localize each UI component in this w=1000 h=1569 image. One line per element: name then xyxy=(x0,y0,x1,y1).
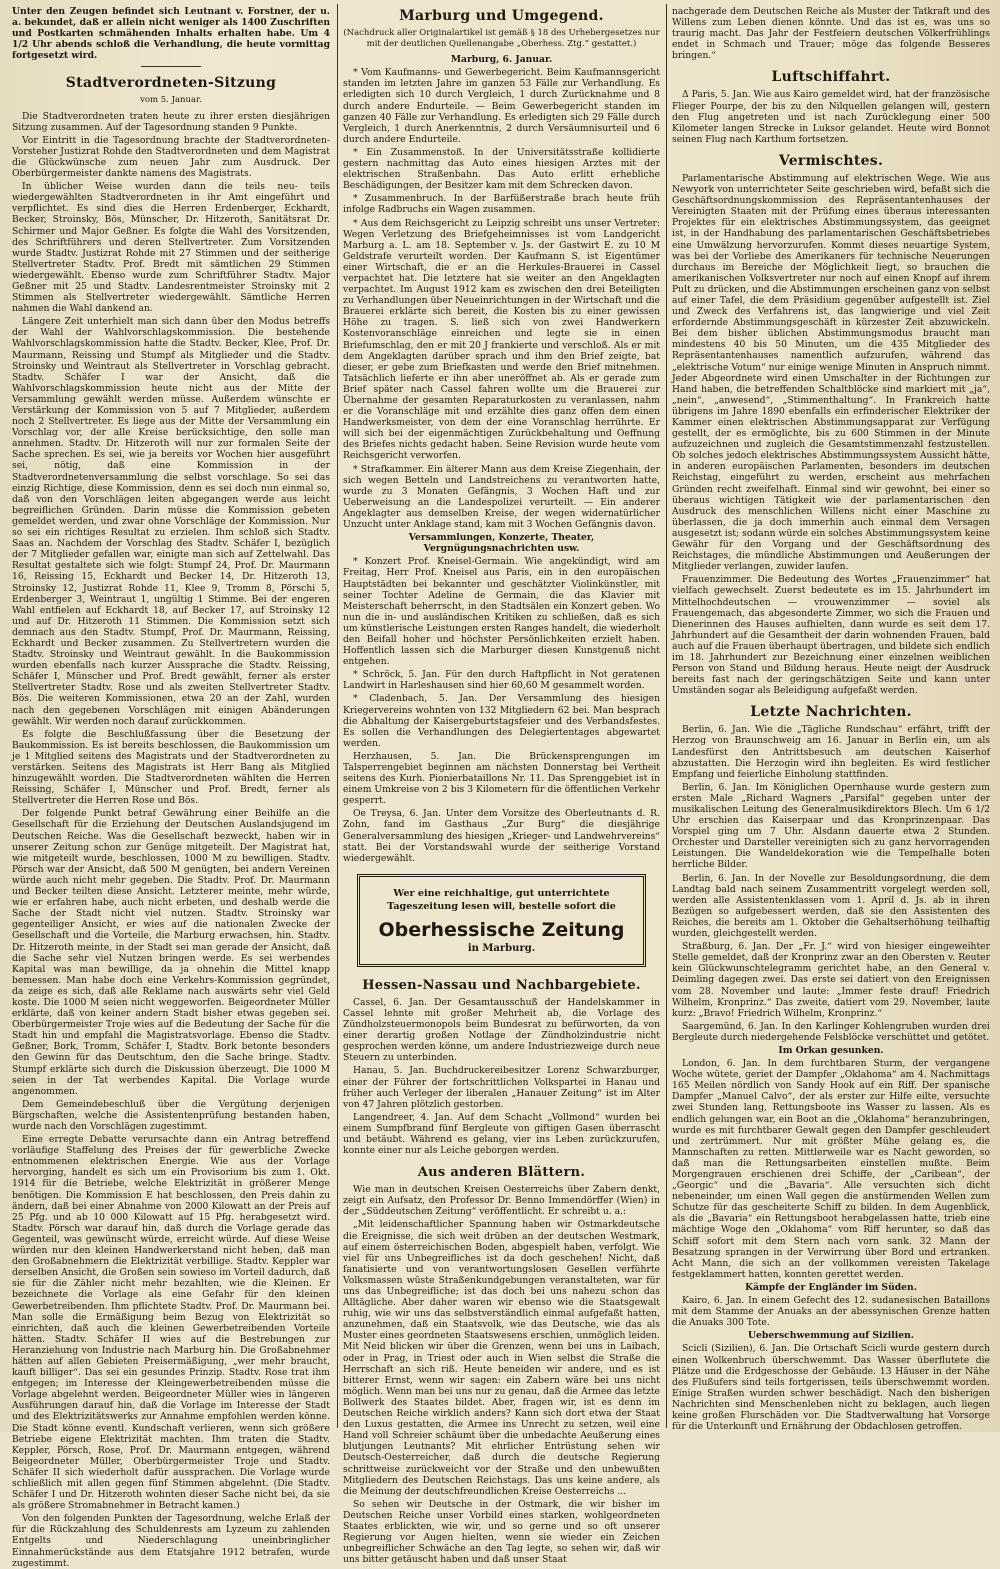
subheading-sizilien: Ueberschwemmung auf Sizilien. xyxy=(748,1330,914,1342)
news-item: Berlin, 6. Jan. Im Königlichen Opernhause wurde gestern zum ersten Male „Richard Wagners „Parsifal“ gegeben unter der musikalischen Leitung des Generalmusikdirektors Blech. Um 6 1/2 Uhr erschien das Kaiserpaar und das Kronprinzenpaar. Das Vorspiel ging um 7 Uhr. Alsdann dauerte etwa 2 Stunden. Orchester und Darsteller vereinigten sich zu ganz hervorragenden Leistungen. Die Wandeldekoration wie die Tempelhalle boten herrliche Bilder. xyxy=(672,781,990,871)
article-paragraph: „Mit leidenschaftlicher Spannung haben wir Ostmarkdeutsche die Ereignisse, die sich weit drüben an der deutschen Westmark, auf einem österreichischen Boden, abgespielt haben, verfolgt. Wie viel für uns Unbegreifliches ist da doch geschehen! Nicht, daß fanatisierte und von verantwortungslosen Gesellen verführte Volksmassen wüste Straßenkundgebungen veranstalteten, war für uns das Unbegreifliche; ist das doch bei uns nahezu schon das Alltägliche. Aber daher waren wir ebenso wie die Staatsgewalt ruhig, wie wir uns das selbstverständlich einmal aufgefaßt hatten, anzunehmen, daß ein Staatsvolk, wie das Deutsche, wie das als Muster eines geordneten Staatswesens erschien, unmöglich leiden. Mit Neid blicken wir über die Grenzen, wenn bei uns in Laibach, oder in Prag, in Triest oder auch in Wien selbst die Straße die Herrschaft an sich riß. Heute beneiden wir andere, und es ist bitterer Ernst, wenn wir sagen: ein Zabern wäre bei uns nicht möglich. Wenn man bei uns nur zu genau, daß die Armee das letzte Bollwerk des Staates bildet. Aber, fragen wir, ist es denn im Deutschen Reiche wirklich anders? Kann sich dort etwa der Staat den Luxus gestatten, die Armee ins Unrecht zu setzen, weil eine Hand voll Schreier schäumt über die unbedachte Aeußerung eines blutjungen Leutnants? Mit ehrlicher Entrüstung sehen wir Deutsch-Oesterreicher, daß durch die deutsche Regierung schrittweise zurückweicht vor der Straße und den unbewußten Mitgliedern des Deutschen Reichstags. Das uns keine andere, als die Meinung der deutschfreundlichen Kreise Oesterreichs ... xyxy=(343,1219,660,1497)
news-item: Δ Paris, 5. Jan. Wie aus Kairo gemeldet wird, hat der französische Flieger Pourpe, der bis zu den Nilquellen gelangen will, gestern den Flug angetreten und ist nach Zurücklegung einer 500 Kilometer langen Strecke in Luksor gelandet. Heute wird Bonnot seinen Flug nach Karthum fortsetzen. xyxy=(672,89,990,145)
news-item: * Vom Kaufmanns- und Gewerbegericht. Beim Kaufmannsgericht standen im letzten Jahre im ganzen 53 Fälle zur Verhandlung. Es erledigten sich 10 durch Vergleich, 1 durch Zurücknahme und 8 durch andere Endurteile. — Beim Gewerbegericht standen im ganzen 40 Fälle zur Verhandlung. Es erledigten sich 29 Fälle durch Vergleich, 1 durch Anerkenntnis, 2 durch Versäumnisurteil und 6 durch andere Endurteile. xyxy=(343,67,660,145)
news-item: * Konzert Prof. Kneisel-Germain. Wie angekündigt, wird am Freitag, Herr Prof. Kneisel aus Paris, ein in den europäischen Hauptstädten bei bekannter und geschätzter Violinkünstler, mit seiner Tochter Adeline de Germain, die das Klavier mit Meisterschaft beherrscht, in den Stadtsälen ein Konzert geben. Wo nun die in- und ausländischen Kritiken zu schließen, daß es sich um künstlerische Leistungen ersten Ranges handelt, die wiederholt den Beifall hoher und höchster Persönlichkeiten erzielt haben. Hoffentlich lassen sich die Marburger diesen Kunstgenuß nicht entgehen. xyxy=(343,556,660,668)
news-item: Herzhausen, 5. Jan. Die Brückensprengungen im Talsperrengebiet beginnen am nächsten Donnerstag bei Vertheit seitens des Kurh. Pionierbataillons Nr. 11. Das Sprenggebiet ist in einem Umkreise von 2 bis 3 Kilometern für die öffentlichen Verkehr gesperrt. xyxy=(343,750,660,807)
heading-letzte-nachrichten: Letzte Nachrichten. xyxy=(750,704,912,721)
news-item: * Strafkammer. Ein älterer Mann aus dem Kreise Ziegenhain, der sich wegen Betteln und Landstreichens zu verantworten hatte, wurde zu 3 Monaten Gefängnis, 3 Wochen Haft und zur Ueberweisung an die Landespolizei verurteilt. — Ein anderer Angeklagter aus demselben Kreise, der wegen widernatürlicher Unzucht unter Anklage stand, kam mit 3 Wochen Gefängnis davon. xyxy=(343,463,660,531)
section-divider xyxy=(141,66,201,67)
news-item: Saargemünd, 6. Jan. In den Karlinger Kohlengruben wurden drei Bergleute durch niedergehende Felsblöcke verschüttet und getötet. xyxy=(672,1020,990,1043)
column-3 xyxy=(672,6,990,1433)
article-paragraph: Längere Zeit unterhielt man sich dann über den Modus betreffs der Wahl der Wahlvorschlagskommission. Die bestehende Wahlvorschlagskommission hatte die Stadtv. Becker, Klee, Prof. Dr. Maurmann, Reissing und Stumpf als Mitglieder und die Stadtv. Stroinsky und Weintraut als Stellvertreter in Vorschlag gebracht. Stadtv. Schäfer I war der Ansicht, daß die Wahlvorschlagskommission heute nicht aus der Mitte der Versammlung gewählt werden müsse. Außerdem wünschte er Verstärkung der Kommission von 5 auf 7 Mitglieder, außerdem noch 2 Stellvertreter. Es liege aus der Mitte der Versammlung ein Vorschlag vor, der alle Kreise berücksichtige, den solle man annehmen. Stadtv. Dr. Hitzeroth will nur zur formalen Seite der Sache sprechen. Es sei, wie ja bereits vor Wochen hier ausgeführt sei, nötig, daß eine Kommission in der Stadtverordnetenversammlung die selbst vorschlage. So sei das einzig Richtige, diese Kommission, denn es sei doch nun einmal so, daß von den Vorschlägen leiten abgegangen werde aus leicht begreiflichen Gründen. Darin müsse die Kommission gebeten gemeldet werden, und zwar ohne Vorschläge der Kommission. Nur so sei ein richtiges Resultat zu erzielen. Ihm schloß sich Stadtv. Saas an. Nachdem der Vorschlag des Stadtv. Schäfer I, bezüglich der 7 Mitglieder gefallen war, einigte man sich auf Zettelwahl. Das Resultat gestaltete sich wie folgt: Stumpf 24, Prof. Dr. Maurmann 16, Reissing 15, Eckhardt und Becker 14, Dr. Hitzeroth 13, Stroinsky 12, Justizrat Rohde 11, Klee 9, Tromm 8, Pörschi 5, Erdenberger 3, Weintraut 1, ungültig 1 Stimme. Bei der engeren Wahl entfielen auf Eckhardt 18, auf Becker 17, auf Stroinsky 12 und auf Dr. Hitzeroth 11 Stimmen. Die Kommission setzt sich demnach aus den Stadtv. Stumpf, Prof. Dr. Maurmann, Reissing, Eckhardt und Becker zusammen. Zu Stellvertretern wurden die Stadtv. Stroinsky und Weintraut gewählt. In die Baukommission wurden ebenfalls nach kurzer Aussprache die Stadtv. Reissing, Schäfer I, Münscher und Prof. Bredt gewählt, ferner als erster Stellvertreter Stadtv. Rose und als zweiten Stellvertreter Stadtv. Bös. Die weiteren Kommissionen, etwa 20 an der Zahl, wurden nach den gegebenen Vorschlägen mit einigen Abänderungen gewählt. Wir werden noch darauf zurückkommen. xyxy=(12,316,330,727)
article-paragraph: So sehen wir Deutsche in der Ostmark, die wir bisher im Deutschen Reiche unser Vorbild eines starken, wohlgeordneten Staates erblickten, wie wir, und so gerne und so oft unserer Regierung vor Augen hielten, wenn sie wieder ein Zeichen unbegreiflicher Schwäche an den Tag legte, so sehen wir, daß wir uns bitter getäuscht haben und daß unser Staat xyxy=(343,1498,660,1566)
article-paragraph: Der folgende Punkt betraf Gewährung einer Beihilfe an die Gesellschaft für die Erziehung der Deutschen Auslandsjugend im Deutschen Reiche. Was die Gesellschaft bezweckt, haben wir in unserer Zeitung schon zur Genüge mitgeteilt. Der Magistrat hat, wie mitgeteilt wurde, beschlossen, 1000 M zu bewilligen. Stadtv. Pörsch war der Ansicht, daß 500 M genügten, bei andern Vereinen würde auch nicht mehr gegeben. Die Stadtv. Prof. Dr. Maurmann und Becker teilten diese Ansicht. Letzterer meinte, mehr würde, wie er erfahren habe, auch nicht erbeten, und deshalb werde die Sache der Stadt nicht viel nutzen. Stadtv. Stroinsky war gegenteiliger Ansicht, er wies auf die nationalen Zwecke der Gesellschaft und die Vorteile, die Marburg erwachsen, hin. Stadtv. Dr. Hitzeroth meinte, in der Stadt sei man gerade der Ansicht, daß die Sache sehr viel Nutzen bringen werde. Es sei werbendes Kapital was man bewillige, da ja ohnehin die Mittel knapp bemessen. Man habe doch eine Verkehrs-Kommission gegründet, da zeige es sich, daß alle Reklame nach auswärts sehr viel Geld koste. Die 1000 M seien nicht weggeworfen. Beigeordneter Müller erklärte, daß von keiner andern Stadt bisher etwas gegeben sei. Oberbürgermeister Troje wies auf die Bedeutung der Sache für die Stadt hin und empfahl die Magistratsvorlage. Ebenso die Stadtv. Geßner, Bork, Tromm, Schäfer I, Stadtv. Bork betonte besonders den Gewinn für das Deutschtum, den die Sache bringe. Stadtv. Stumpf erklärte sich durch die Diskussion überzeugt. Die 1000 M seien in der Tat werbendes Kapital. Die Vorlage wurde angenommen. xyxy=(12,808,330,1097)
news-item: Straßburg, 6. Jan. Der „Fr. J.“ wird von hiesiger eingeweihter Stelle gemeldet, daß der Kronprinz zwar an den Obersten v. Reuter kein Glückwunschtelegramm gerichtet habe, an den General v. Deimling dagegen zwei. Das erste sei datiert von den Ereignissen vom 28. November und laute: „Immer feste drauf! Friedrich Wilhelm, Kronprinz.“ Das zweite, datiert vom 29. November, laute kurz: „Bravo! Friedrich Wilhelm, Kronprinz.“ xyxy=(672,941,990,1019)
news-item: Scicli (Sizilien), 6. Jan. Die Ortschaft Scicli wurde gestern durch einen Wolkenbruch überschwemmt. Das Wasser überflutete die Plätze und die Erdgeschosse der Gebäude. 13 Häuser in der Nähe des Flußufers sind teils fortgerissen, teils überschwemmt worden. Einige Straßen wurden schwer beschädigt. Nach den bisherigen Nachrichten sind Menschenleben nicht zu beklagen, auch liegen keine großen Flurschäden vor. Die Stadtverwaltung hat Vorsorge für die Unterkunft und Ernährung der Obdachlosen getroffen. xyxy=(672,1343,990,1433)
column-rule-left xyxy=(337,4,338,1428)
ad-line-1: Wer eine reichhaltige, gut unterrichtete xyxy=(393,887,610,899)
subscription-advertisement xyxy=(357,874,646,967)
dateline: Marburg, 6. Januar. xyxy=(450,54,553,66)
heading-luftschiffahrt: Luftschiffahrt. xyxy=(771,69,891,86)
news-item: * Schröck, 5. Jan. Für den durch Haftpflicht in Not geratenen Landwirt in Harleshausen sind hier 60,60 M gesammelt worden. xyxy=(343,669,660,692)
heading-stadtverordneten-sitzung: Stadtverordneten-Sitzung xyxy=(65,75,277,92)
news-item: Kairo, 6. Jan. In einem Gefecht des 12. sudanesischen Bataillons mit dem Stamme der Anuaks an der abessynischen Grenze hatten die Anuaks 300 Tote. xyxy=(672,1295,990,1329)
article-paragraph: Vor Eintritt in die Tagesordnung brachte der Stadtverordneten-Vorsteher Justizrat Rohde den Stadtverordneten und dem Magistrat die Glückwünsche zum neuen Jahr zum Ausdruck. Der Oberbürgermeister dankte namens des Magistrats. xyxy=(12,134,330,180)
article-paragraph: Eine erregte Debatte verursachte dann ein Antrag betreffend vorläufige Staffelung des Preises der für gewerbliche Zwecke entnommenen elektrischen Energie. Wie aus der Vorlage hervorging, handelt es sich um ein Provisorium bis zum 1. Okt. 1914 für die Betriebe, welche Elektrizität in größerer Menge benötigen. Die Kommission E hat beschlossen, den Preis dahin zu ändern, daß bei einer Abnahme von 2000 Kilowatt an der Preis auf 25 Pfg. und ab 10 000 Kilowatt auf 15 Pfg. herabgesetzt wird. Stadtv. Pörsch war darauf hin, daß durch die Vorlage gerade das Gegenteil, was gewünscht würde, erreicht würde. Auf diese Weise würden nur den kleinen Handwerkerstand nicht heben, daß man den Großabnehmern die Elektrizität verbillige. Stadtv. Keppler war derselben Ansicht, die Großen sein sowieso im Vorteil dadurch, daß sie für die Zähler nicht mehr bezahlten, wie die Kleinen. Er bezeichnete die Vorlage als eine Gefahr für den kleinen Gewerbetreibenden. Ihm pflichtete Stadtv. Prof. Dr. Maurmann bei. Man solle die Ermäßigung beim Bezug von Elektrizität so einrichten, daß auch die kleinen Gewerbetreibenden Vorteile hätten. Stadtv. Schäfer II wies auf die Bestrebungen zur Heranziehung von Industrie nach Marburg hin. Die Großabnehmer hätten auf allen Gebieten Preisermäßigung, „wer mehr braucht, kauft billiger“. Das sei ein gesundes Prinzip. Stadtv. Rose trat ihm entgegen; im Interesse der Kleingewerbetreibenden müsse die Vorlage abgelehnt werden. Beigeordneter Müller wies in längeren Ausführungen darauf hin, daß die Vorlage im Interesse der Stadt und des Elektrizitätswerks zur Annahme empfohlen werden könne. Die Stadt könne eventl. Kundschaft verlieren, wenn sich größere Betriebe eigene Elektrizität machten. Ihm traten die Stadtv. Keppler, Pörsch, Rose, Prof. Dr. Maurmann entgegen, während Beigeordneter Müller, Oberbürgermeister Troje und Stadtv. Schäfer II sich wiederholt dafür aussprachen. Die Vorlage wurde schließlich mit allen gegen fünf Stimmen abgelehnt. (Die Stadtv. Schäfer I und Dr. Hitzeroth wohnten dieser Sache nicht bei, da sie als größere Stromabnehmer in Betracht kamen.) xyxy=(12,1134,330,1512)
ad-line-2: Tageszeitung lesen will, bestelle sofort die xyxy=(387,900,616,912)
article-paragraph: Wie man in deutschen Kreisen Oesterreichs über Zabern denkt, zeigt ein Aufsatz, den Professor Dr. Benno Immendörffer (Wien) in der „Süddeutschen Zeitung“ veröffentlicht. Er schreibt u. a.: xyxy=(343,1184,660,1218)
news-item: Frauenzimmer. Die Bedeutung des Wortes „Frauenzimmer“ hat vielfach gewechselt. Zuerst bedeutete es im 15. Jahrhundert im Mittelhochdeutschen — vrouwenzimmer — soviel als Frauengemach, das abgesonderte Zimmer, wo sich die Frauen und Dienerinnen des Hauses aufhielten, dann wurde es seit dem 17. Jahrhundert auf die Gesamtheit der darin wohnenden Frauen, bald auch auf die Frauen überhaupt übertragen, und bildete sich endlich im 18. Jahrhundert zur Bezeichnung einer einzelnen weiblichen Person von Stand und Bildung heraus. Heute neigt der Ausdruck bereits fast nach der geringschätzigen Seite und kann unter Umständen sogar als Beleidigung aufgefaßt werden. xyxy=(672,574,990,697)
trial-report-intro: Unter den Zeugen befindet sich Leutnant v. Forstner, der u. a. bekundet, daß er allein nicht weniger als 1400 Zuschriften und Postkarten schmähenden Inhalts erhalten habe. Um 4 1/2 Uhr abends schloß die Verhandlung, die heute vormittag fortgesetzt wird. xyxy=(12,6,330,62)
heading-marburg-und-umgegend: Marburg und Umgegend. xyxy=(399,8,604,24)
news-item: * Aus dem Reichsgericht zu Leipzig schreibt uns unser Vertreter: Wegen Verletzung des Briefgeheimnisses ist vom Landgericht Marburg a. L. am 18. September v. Js. der Gastwirt E. zu 10 M Geldstrafe verurteilt worden. Der Kaufmann S. ist Eigentümer einer Wirtschaft, die er an die Herkules-Brauerei in Cassel verpachtet hat. Die letztere hat sie weiter an den Angeklagten verpachtet. Im August 1912 kam es zwischen den drei Beteiligten zu Verhandlungen über Neueinrichtungen in der Wirtschaft und die Brauerei erklärte sich bereit, die Kosten bis zu einer gewissen Höhe zu tragen. S. ließ sich von zwei Handwerkern Kostenvoranschläge einreichen und legte sie in einen Briefumschlag, den er mit 20 J frankierte und verschloß. Als er mit dem Angeklagten darüber sprach und ihm den Brief zeigte, bat dieser, er gebe zum Briefkasten und werde den Brief mitnehmen. Tatsächlich lieferte er ihn aber uneröffnet ab. Als er gerade zum Brief später nach Cassel fahren wollte um die Brauerei zur Übernahme der gesamten Reparaturkosten zu veranlassen, nahm er die Voranschläge mit und erzählte dies ganz offen dem einen Handwerksmeister, von dem der eine Voranschlag herrührte. Er will sich bei der eigenmächtigen Zurückbehaltung und Oeffnung des Briefes nichts gedacht haben. Seine Revision wurde heute vom Reichsgericht verworfen. xyxy=(343,217,660,462)
subheading-kaempfe: Kämpfe der Engländer im Süden. xyxy=(745,1281,917,1293)
article-paragraph: Dem Gemeindebeschluß über die Vergütung derjenigen Bürgschaften, welche die Assistentenprüfung bestanden haben, wurde nach den Vorschlägen zugestimmt. xyxy=(12,1098,330,1132)
column-1 xyxy=(12,6,330,1569)
column-2 xyxy=(343,6,660,1566)
article-paragraph: Es folgte die Beschlußfassung über die Besetzung der Baukommission. Es ist bereits beschlossen, die Baukommission um je 1 Mitglied seitens des Magistrats und der Stadtverordneten zu verstärken. Seitens des Magistrats ist Herr Bang als Mitglied hinzugewählt worden. Die Stadtverordneten wählten die Herren Reissing, Schäfer I, Münscher und Prof. Bredt, ferner als Stellvertreter die Herren Rose und Bös. xyxy=(12,728,330,807)
news-item: Cassel, 6. Jan. Der Gesamtausschuß der Handelskammer in Cassel lehnte mit großer Mehrheit ab, die Vorlage des Zündholzsteuermonopols beim Bundesrat zu befürworten, da von einer derartig großen Notlage der Zündholzindustrie nicht gesprochen werden könne, um andere Industriezweige durch neue Steuern zu unterbinden. xyxy=(343,996,660,1064)
news-item: * Ein Zusammenstoß. In der Universitätsstraße kollidierte gestern nachmittag das Auto eines hiesigen Arztes mit der elektrischen Straßenbahn. Das Auto erlitt erhebliche Beschädigungen, der Besitzer kam mit dem Schrecken davon. xyxy=(343,146,660,192)
heading-vermischtes: Vermischtes. xyxy=(778,152,884,169)
article-paragraph: Von den folgenden Punkten der Tagesordnung, welche Erlaß der für die Rückzahlung des Schuldenrests am Lyzeum zu zahlenden Entgelts und Niederschlagung uneinbringlicher Einnahmerückstände aus dem Etatsjahre 1912 betrafen, wurde zugestimmt. xyxy=(12,1513,330,1569)
news-item: Hanau, 5. Jan. Buchdruckereibesitzer Lorenz Schwarzburger, einer der Führer der fortschrittlichen Volkspartei in Hanau und früher auch Verleger der liberalen „Hanauer Zeitung“ ist im Alter von 47 Jahren plötzlich gestorben. xyxy=(343,1065,660,1110)
news-item: Parlamentarische Abstimmung auf elektrischen Wege. Wie aus Newyork von unterrichteter Seite geschrieben wird, befaßt sich die Geschäftsordnungskommission des Repräsentantenhauses der Vereinigten Staaten mit der Prüfung eines überaus interessanten Projektes für ein elektrisches Abstimmungssystem, das geeignet ist, in der Handhabung des parlamentarischen Geschäftsbetriebes eine Umwälzung hervorzurufen. Kommt dieses neuartige System, was bei der Vorliebe des Amerikaners für technische Neuerungen durchaus im Bereiche der Möglichkeit liegt, so brauchen die amerikanischen Volksvertreter nur noch auf einen Knopf auf ihrem Pult zu drücken, und die Abstimmungen erscheinen ganz von selbst auf einer Tafel, die dem Präsidium gegenüber aufgestellt ist. Ziel und Zweck des Verfahrens ist, das langwierige und viel Zeit erfordernde Abstimmungsgeschäft in kürzester Zeit abzuwickeln. Bei dem bisher üblichen Abstimmungsmodus braucht man mindestens 40 bis 50 Minuten, um die 435 Mitglieder des Repräsentantenhauses namentlich aufzurufen, während das „elektrische Votum“ nur einige wenige Minuten in Anspruch nimmt. Jeder Abgeordnete wird einen Umschalter in der Richtungen zur Hand haben, die betreffenden Schaltblöcke sind markiert mit „ja“, „nein“, „anwesend“, „Stimmenthaltung“. In Frankreich hatte übrigens im Jahre 1890 ebenfalls ein erfinderischer Elektriker der Kammer einen elektrischen Abstimmungsapparat zur Verfügung gestellt, der es ermöglichte, bis zu 600 Stimmen in der Minute aufzuzeichnen und zugleich die Gesamtstimmenzahl festzustellen. Ob solches jedoch elektrisches Abstimmungssystem Aussicht hätte, in anderen europäischen Parlamenten, besonders im deutschen Reichstag, eingeführt zu werden, erscheint aus mehrfachen Gründen recht zweifelhaft. Einmal sind wir gewohnt, bei einer so überaus wichtigen Tätigkeit wie der parlamentarischen den Ausdruck des menschlichen Willens nicht einer Maschine zu überlassen, die ja doch immerhin auch einmal dem Versagen ausgesetzt ist; sodann würde ein solches Abstimmungssystem keine Gewähr für den Vorgang und der Geschäftsordnung des Reichstages, die mündliche Abstimmungen und Aeußerungen der Mitglieder verlangen, zuwider laufen. xyxy=(672,172,990,573)
news-item: Berlin, 6. Jan. In der Novelle zur Besoldungsordnung, die dem Landtag bald nach seinem Zusammentritt vorgelegt werden soll, werden alle Assistentenklassen vom 1. April d. Js. ab in ihren Bezügen so aufgebessert werden, daß sie den Assistenten des Reiches, die bereits am 1. Oktober die Gehaltserhöhung teilhaftig wurden, gleichgestellt werden. xyxy=(672,872,990,940)
ad-newspaper-name: Oberhessische Zeitung xyxy=(378,918,625,941)
subheading-date: vom 5. Januar. xyxy=(140,95,202,106)
news-item: * Zusammenbruch. In der Barfüßerstraße brach heute früh infolge Radbruchs ein Wagen zusammen. xyxy=(343,193,660,216)
events-subheading: Versammlungen, Konzerte, Theater, Vergnügungsnachrichten usw. xyxy=(408,532,595,555)
reprint-notice: (Nachdruck aller Originalartikel ist gemäß § 18 des Urhebergesetzes nur mit der deutlichen Quellenangabe „Oberhess. Ztg.“ gestattet.) xyxy=(343,28,660,50)
heading-hessen-nassau: Hessen-Nassau und Nachbargebiete. xyxy=(362,977,641,993)
article-paragraph: Die Stadtverordneten traten heute zu ihrer ersten diesjährigen Sitzung zusammen. Auf der Tagesordnung standen 9 Punkte. xyxy=(12,110,330,133)
subheading-orkan: Im Orkan gesunken. xyxy=(778,1044,884,1056)
news-item: London, 6. Jan. In dem furchtbaren Sturm, der vergangene Woche wütete, geriet der Dampfer „Oklahoma“ am 4. Nachmittags 165 Meilen nördlich von Sandy Hook auf ein Riff. Der spanische Dampfer „Manuel Calvo“, der als erster zur Hilfe eilte, versuchte zwei Stunden lang, Rettungsboote ins Wasser zu lassen. Als es endlich gelungen war, ein Boot an die „Oklahoma“ heranzubringen, wurde es mit furchtbarer Gewalt gegen den Dampfer geschleudert und zertrümmert. Nur mit größter Mühe gelang es, die Mannschaften zu retten. Mittlerweile war es Nacht geworden, so daß man die Rettungsarbeiten einstellen mußte. Beim Morgengrauen erschienen drei Schiffe, der „Caribean“, der „Georgic“ und die „Bavaria“. Alle versuchten sich dicht nebeneinder, um einen Wall gegen die anstürmenden Wellen zum Schutze für das gescheiterte Schiff zu bilden. In dem Augenblick, als die „Bavaria“ ein Rettungsboot herabgelassen hatte, trieb eine mächtige Woge den „Oklahoma“ vom Riff herunter, so daß das Schiff sofort mit dem Stern nach vorn sank. 32 Mann der Besatzung sprangen in der Verwirrung über Bord und ertranken. Acht Mann, die sich an der vollkommen vereisten Takelage festgeklammert hatten, konnten gerettet werden. xyxy=(672,1058,990,1280)
news-item: Langendreer, 4. Jan. Auf dem Schacht „Vollmond“ wurden bei einem Sumpfbrand fünf Bergleute von giftigen Gasen überrascht und betäubt. Während es gelang, vier ins Leben zurückzurufen, konnte einer nur als Leiche geborgen werden. xyxy=(343,1111,660,1157)
news-item: Oe Treysa, 6. Jan. Unter dem Vorsitze des Oberleutnants d. R. Zohn, fand im Gasthaus „Zur Burg“ die diesjährige Generalversammlung des hiesigen „Krieger- und Landwehrvereins“ statt. Bei der Vorstandswahl wurde der seitherige Vorstand wiedergewählt. xyxy=(343,808,660,864)
heading-aus-anderen-blaettern: Aus anderen Blättern. xyxy=(417,1165,586,1181)
ad-city: in Marburg. xyxy=(467,942,536,954)
news-item: Berlin, 6. Jan. Wie die „Tägliche Rundschau“ erfährt, trifft der Herzog von Braunschweig am 16. Januar in Berlin ein, um als Landesfürst den Antrittsbesuch am deutschen Kaiserhof abzustatten. Die Herzogin wird ihn begleiten. Es wird festlicher Empfang und feierliche Einholung stattfinden. xyxy=(672,724,990,780)
article-paragraph: In üblicher Weise wurden dann die teils neu- teils wiedergewählten Stadtverordneten in ihr Amt eingeführt und verpflichtet. Es sind dies die Herren Erdenberger, Eckhardt, Becker, Stroinsky, Bös, Münscher, Dr. Hitzeroth, Sanitätsrat Dr. Schirmer und Major Geßner. Es folgte die Wahl des Vorsitzenden, des Schriftführers und deren Stellvertreter. Zum Vorsitzenden wurde Stadtv. Justizrat Rohde mit 27 Stimmen und der seitherige Stellvertreter Stadtv. Prof. Bredt mit sämtlichen 29 Stimmen wiedergewählt. Ebenso wurde zum Schriftführer Stadtv. Major Geßner mit 25 und Stadtv. Landesrentmeister Stroinsky mit 2 Stimmen als Stellvertreter wiedergewählt. Sämtliche Herren nahmen die Wahl dankend an. xyxy=(12,181,330,315)
article-continuation: nachgerade dem Deutschen Reiche als Muster der Tatkraft und des Willens zum Leben dienen könnte. Und das ist es, was uns so traurig macht. Das Jahr der Festfeiern deutschen Völkerfrühlings endet in Schmach und Trauer; möge das folgende Besseres bringen.“ xyxy=(672,6,990,62)
column-rule-right xyxy=(666,4,667,1428)
news-item: * Cladenbach, 5. Jan. Der Versammlung des hiesigen Kriegervereins wohnten von 132 Mitgliedern 62 bei. Man besprach die Abhaltung der Kaisergeburtstagsfeier und des Verbandsfestes. Es sollen die Verhandlungen des Delegiertentages abgewartet werden. xyxy=(343,693,660,749)
